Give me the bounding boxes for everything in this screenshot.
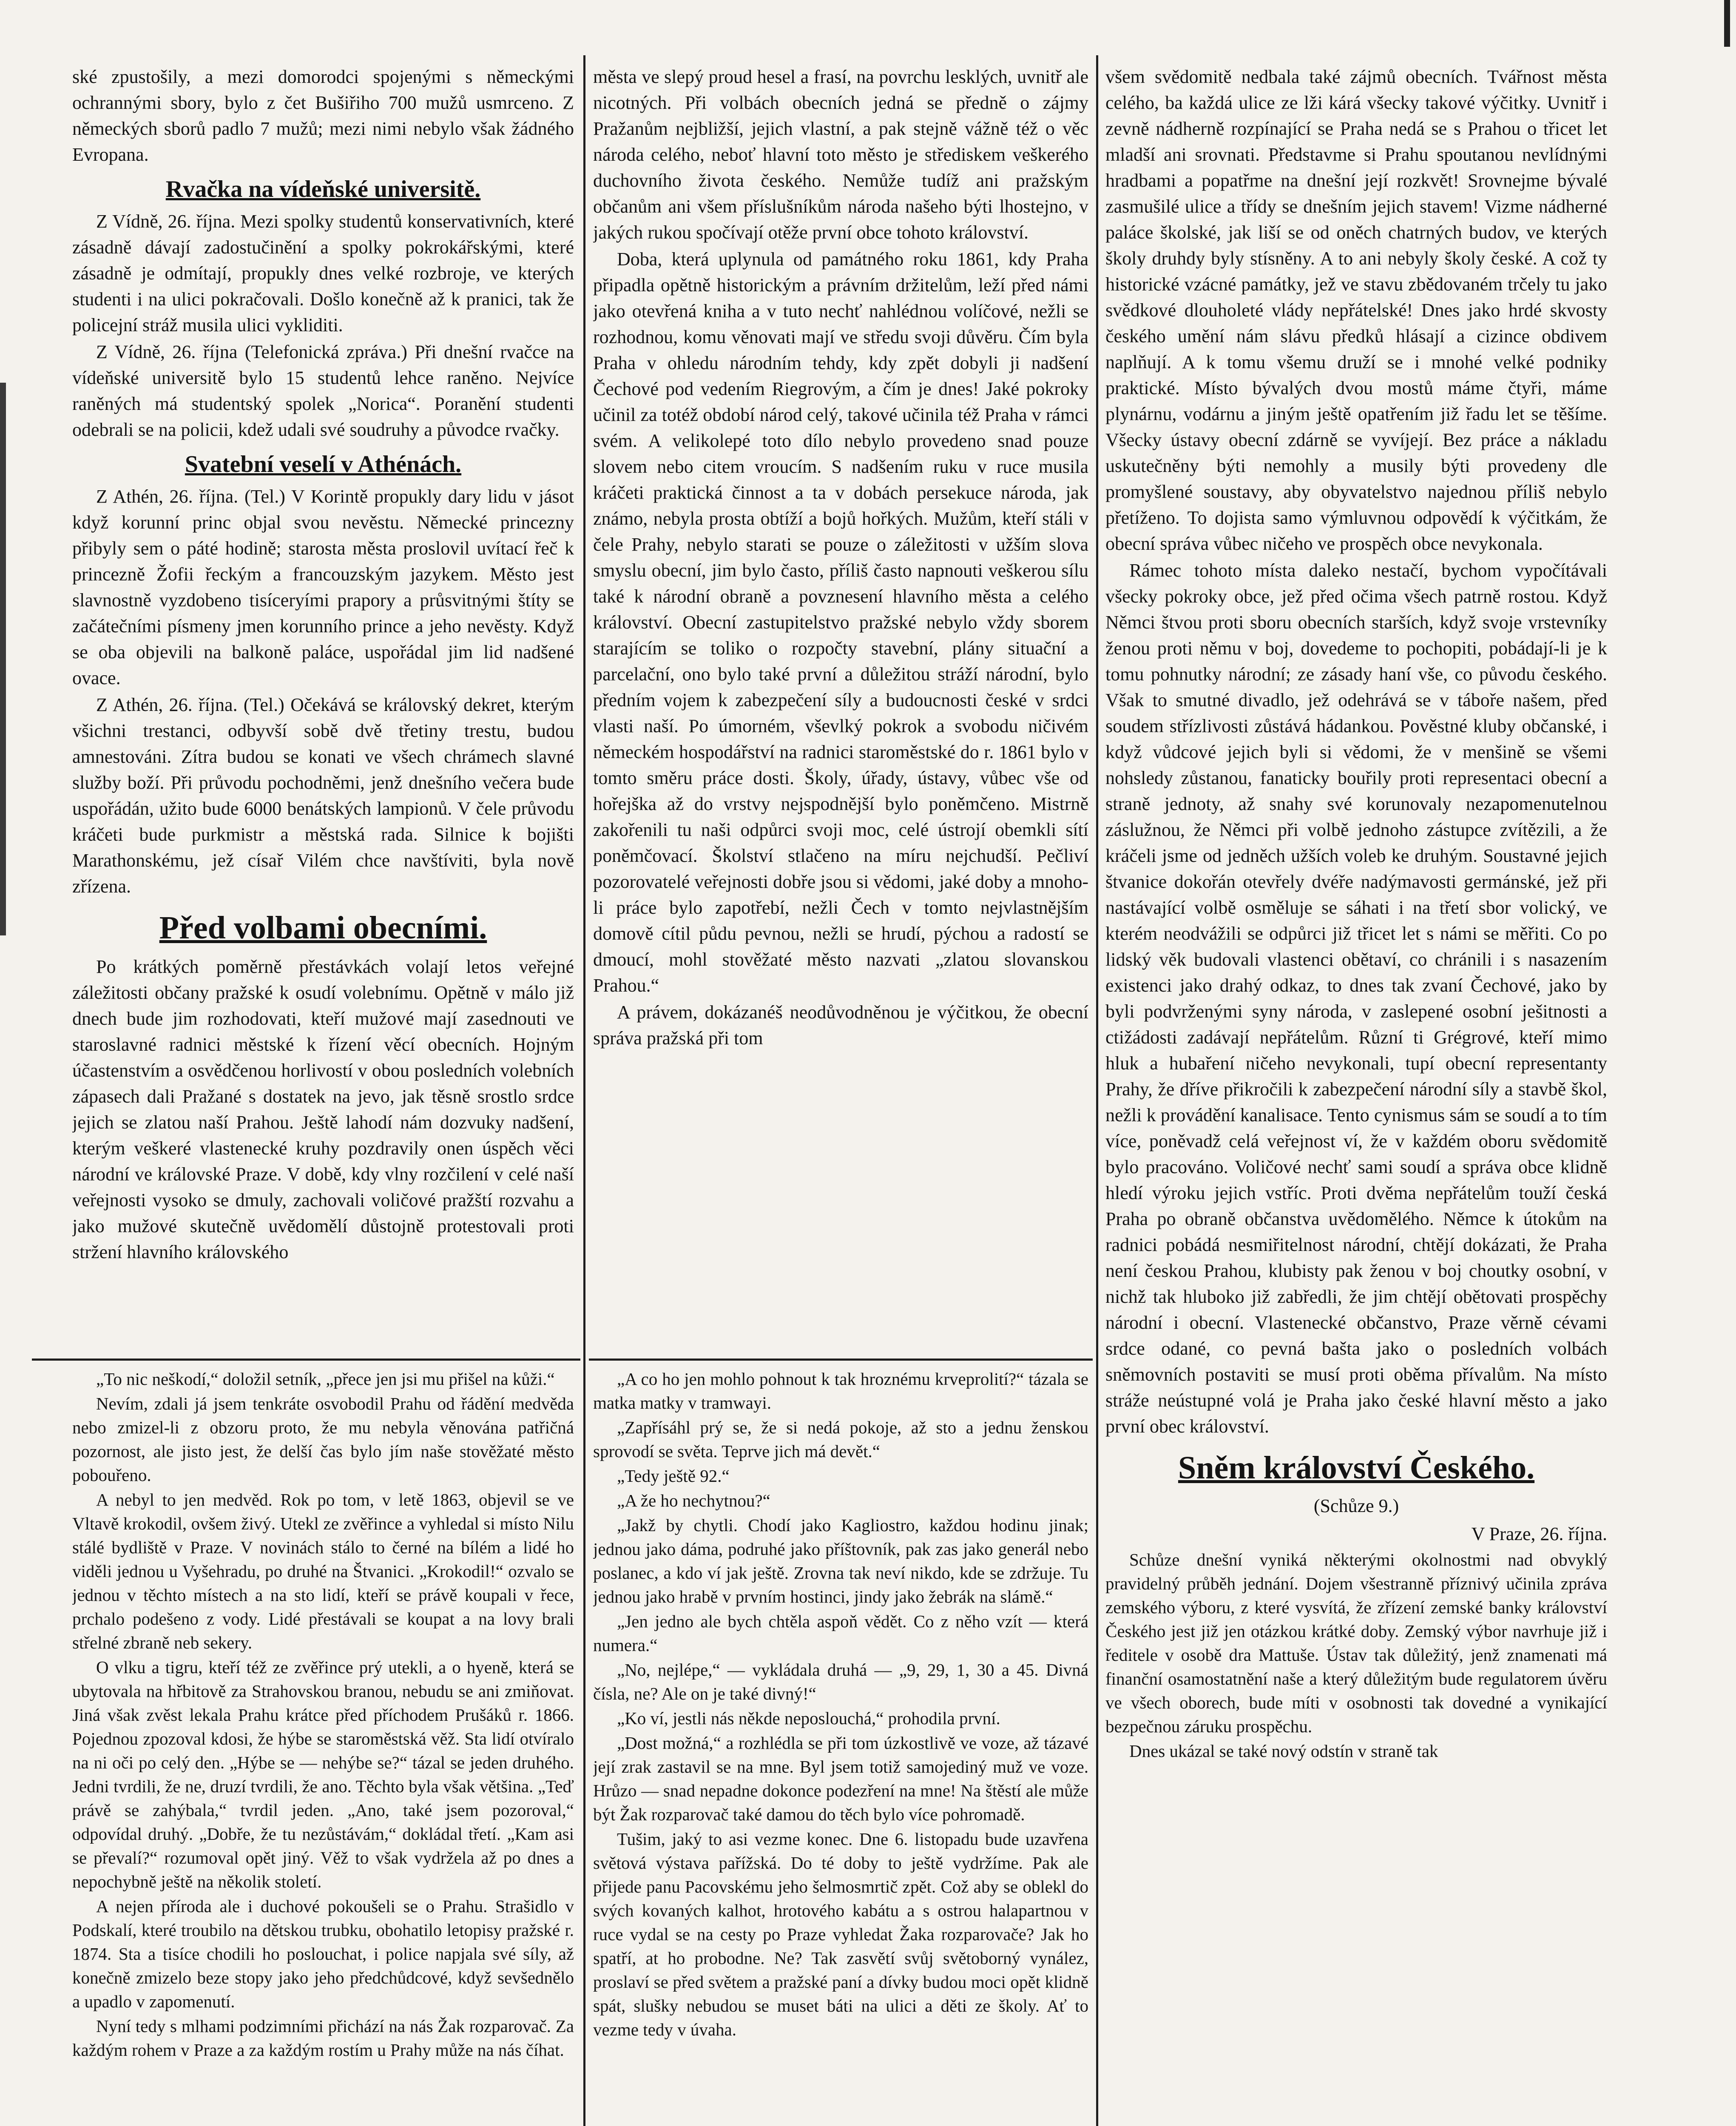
article-paragraph: Z Vídně, 26. října (Telefonická zpráva.) Při dnešní rvačce na vídeňské universitě bylo 15 studentů lehce raněno. Nejvíce raněných má studentský spolek „Norica“. Poranění studenti odebrali se na policii, kdež udali své soudruhy a původce rvačky. <box>72 341 574 440</box>
headline-elections: Před volbami obecními. <box>159 910 487 946</box>
column-3-editorial <box>1105 64 1607 2126</box>
column-2-editorial <box>593 64 1088 1354</box>
feuilleton-paragraph: „Ko ví, jestli nás někde neposlouchá,“ prohodila první. <box>617 1708 1000 1728</box>
scan-corner-mark <box>1724 0 1730 47</box>
headline-bohemian-diet: Sněm království Českého. <box>1178 1450 1535 1486</box>
feuilleton-paragraph: „A co ho jen mohlo pohnout k tak hroznému krveprolití?“ tázala se matka matky v tramwayi. <box>593 1369 1088 1413</box>
feuilleton-rule-left <box>32 1359 580 1361</box>
dateline: V Praze, 26. října. <box>1471 1523 1607 1544</box>
headline-vienna-riot: Rvačka na vídeňské universitě. <box>165 176 481 202</box>
column-1-news <box>72 64 574 1354</box>
article-paragraph: Po krátkých poměrně přestávkách volají letos veřejné záležitosti občany pražské k osudí volebnímu. Opětně v málo již dnech bude jim rozhodovati, kteří mužové mají zasednouti ve staroslavné radnici městské k řízení věcí obecních. Hojným účastenstvím a osvědčenou horlivostí v obou posledních volebních zápasech dali Pražané s dostatek na jevo, jak těsně srostlo srdce jejich se zlatou naší Prahou. Ještě lahodí nám dozvuky nadšení, kterým veškeré vlastenecké kruhy pozdravily onen úspěch věci národní ve královské Praze. V době, kdy vlny rozčilení v celé naší veřejnosti vysoko se dmuly, zachovali voličové pražští rozvahu a jako mužové skutečně uvědomělí důstojně protestovali proti stržení hlavního královského <box>72 956 574 1262</box>
article-paragraph: Z Vídně, 26. října. Mezi spolky studentů konservativních, které zásadně dávají zadostučinění a spolky pokrokářskými, které zásadně je odmítají, propukly dnes velké rozbroje, ve kterých studenti i na ulici pokračovali. Došlo konečně až k pranici, tak že policejní stráž musila ulici vykliditi. <box>72 211 574 335</box>
feuilleton-left <box>72 1367 574 2126</box>
feuilleton-middle <box>593 1367 1088 2126</box>
feuilleton-paragraph: „Jakž by chytli. Chodí jako Kagliostro, každou hodinu jinak; jednou jako dáma, podruhé jako příštovník, pak zas jako generál nebo poslanec, a kdo ví jak ještě. Zrovna tak neví nikdo, kde se zdržuje. Tu jednou jako hrabě v prvním hostinci, jindy jako žebrák na slámě.“ <box>593 1515 1088 1606</box>
feuilleton-paragraph: „No, nejlépe,“ — vykládala druhá — „9, 29, 1, 30 a 45. Divná čísla, ne? Ale on je také divný!“ <box>593 1660 1088 1703</box>
session-number: (Schůze 9.) <box>1313 1495 1399 1516</box>
article-paragraph: Dnes ukázal se také nový odstín v straně tak <box>1129 1741 1438 1761</box>
feuilleton-paragraph: Nevím, zdali já jsem tenkráte osvobodil Prahu od řádění medvěda nebo zmizel-li z obzoru proto, že mu nebyla věnována patřičná pozornost, ale jisto jest, že delší čas bylo jím naše stověžaté město pobouřeno. <box>72 1394 574 1485</box>
article-paragraph: Rámec tohoto místa daleko nestačí, bychom vypočítávali všecky pokroky obce, jež před očima všech patrně rostou. Když Němci štvou proti sboru obecních starších, když svoje vrstevníky ženou proti němu v boj, dovedeme to pochopiti, pobádají-li je k tomu pohnutky národní; ze zásady haní vše, co původu českého. Však to smutné divadlo, jež odehrává se v táboře našem, před soudem střízlivosti zůstává hádankou. Pověstné kluby občanské, i když vůdcové jejich byli si vědomi, že v menšině se všemi nohsledy zůstanou, fanaticky bouřily proti representaci obecní a straně jednoty, až snahy své korunovaly nezapomenutelnou záslužnou, že Němci při volbě jednoho zástupce zvítězili, a že kráčeli jsme od jedněch užších voleb ke druhým. Soustavné jejich štvanice dokořán otevřely dvéře nadýmavosti germánské, jež při nastávající volbě osměluje se sáhati i na třetí sbor volický, ve kterém neodvážili se odpůrci již třicet let s námi se měřiti. Co po lidský věk budovali vlastenci obětaví, co chránili i s nasazením existenci jako drahý odkaz, to dnes tak zvaní Čechové, jako by byli podvrženými syny národa, v zaslepené osobní ješitnosti a ctižádosti zadávají nepřátelům. Různí ti Grégrové, kteří mimo hluk a hubaření ničeho nevykonali, tupí obecní representanty Prahy, že dříve přikročili k zabezpečení národní síly a stavbě škol, nežli k provádění kanalisace. Tento cynismus sám se soudí a to tím více, poněvadž celá veřejnost ví, že v každém oboru svědomitě bylo pracováno. Voličové nechť sami soudí a správa obce klidně hledí výroku jejich vstříc. Proti dvěma nepřátelům touží česká Praha po obraně občanstva uvědomělého. Němce k útokům na radnici pobádá nesmiřitelnost národní, chtějí dokázati, že Praha není českou Prahou, klubisty pak ženou v boj choutky osobní, v nichž tak hluboko již zabředli, že jim chtějí obětovati prospěchy národní i obecní. Vlastenecké občanstvo, Praze věrně cévami srdce odané, co pevná bašta jako o posledních volbách sněmovních postaviti se musí proti oběma přívalům. Na místo stráže neústupné volá je Praha jako české hlavní město a jako první obec království. <box>1105 560 1607 1437</box>
feuilleton-paragraph: A nejen příroda ale i duchové pokoušeli se o Prahu. Strašidlo v Podskalí, které troubilo na dětskou trubku, obohatilo letopisy pražské r. 1874. Sta a tisíce chodili ho poslouchat, i police napjala své síly, až konečně zmizelo beze stopy jako jeho předchůdcové, když sevšednělo a upadlo v zapomenutí. <box>72 1896 574 2011</box>
feuilleton-paragraph: „A že ho nechytnou?“ <box>617 1491 770 1510</box>
feuilleton-paragraph: Nyní tedy s mlhami podzimními přichází na nás Žak rozparovač. Za každým rohem v Praze a za každým rostím u Prahy může na nás číhat. <box>72 2016 574 2060</box>
column-rule-left <box>583 55 585 2126</box>
article-paragraph: Schůze dnešní vyniká některými okolnostmi nad obvyklý pravidelný průběh jednání. Dojem všestranně příznivý učinila zpráva zemského výboru, z které vysvítá, že zřízení zemské banky království Českého jest již jen otázkou krátké doby. Zemský výbor navrhuje již i ředitele v osobě dra Mattuše. Ústav tak důležitý, jenž znamenati má finanční osamostatnění naše a který důležitým bude regulatorem úvěru ve všech oborech, bude míti v osobnosti tak dovedné a vynikající bezpečnou záruku prospěchu. <box>1105 1550 1607 1736</box>
article-paragraph: Doba, která uplynula od památného roku 1861, kdy Praha připadla opětně historickým a právním držitelům, leží před námi jako otevřená kniha a v tuto nechť nahlédnou volíčové, nežli se rozhodnou, komu věnovati mají ve středu svoji důvěru. Čím byla Praha v ohledu národním tehdy, kdy zpět dobyli ji nadšení Čechové pod vedením Riegrovým, a čím je dnes! Jaké pokroky učinil za totéž období národ celý, takové učinila též Praha v rámci svém. A velikolepé toto dílo nebylo provedeno snad pouze slovem nebo citem vroucím. S nadšením ruku v ruce musila kráčeti praktická činnost a ta v dobách persekuce národa, jak známo, nebyla prosta obtíží a bojů hořkých. Mužům, kteří stáli v čele Prahy, nebylo starati se pouze o záležitosti v užším slova smyslu obecní, jim bylo často, příliš často napnouti veškerou sílu také k národní obraně a povznesení hlavního města a celého království. Obecní zastupitelstvo pražské nebylo vždy sborem starajícím se toliko o rozpočty stavební, plány situační a parcelační, ono bylo také první a důležitou stráží národní, bylo předním vojem k zabezpečení síly a budoucnosti české v srdci vlasti naší. Po úmorném, vševlký pokrok a svobodu ničivém německém hospodářství na radnici staroměstské do r. 1861 bylo v tomto směru práce dosti. Školy, úřady, ústavy, vůbec vše od hořejška až do vrstvy nejspodnější bylo poněmčeno. Mistrně zakořenili tu naši odpůrci svoji moc, celé ústrojí obemkli sítí poněmčovací. Školství stlačeno na míru nejchudší. Pečliví pozorovatelé veřejnosti dobře jsou si vědomi, jaké doby a mnoho-li práce bylo zapotřebí, nežli Čech v tomto nejvlastnějším domově cítil půdu pevnou, nežli se hrudí, pýchou a radostí se dmoucí, mohl stověžaté město nazvati „zlatou slovanskou Prahou.“ <box>593 249 1088 996</box>
article-paragraph: A právem, dokázanéš neodůvodněnou je výčitkou, že obecní správa pražská při tom <box>593 1002 1088 1049</box>
article-paragraph: města ve slepý proud hesel a frasí, na povrchu lesklých, uvnitř ale nicotných. Při volbách obecních jedná se předně o zájmy Pražanům nejbližší, jejich vlastní, a pak stejně vážně též o věc národa celého, neboť hlavní toto město je střediskem veškerého duchovního života českého. Nemůže tudíž ani pražským občanům ani všem příslušníkům národa našeho býti lhostejno, v jakých rukou spočívají otěže první obce tohoto království. <box>593 66 1088 243</box>
feuilleton-paragraph: Tušim, jaký to asi vezme konec. Dne 6. listopadu bude uzavřena světová výstava pařížská. Do té doby to ještě vydržíme. Pak ale přijede panu Pacovskému jeho šelmosmrtič zpět. Což aby se oblekl do svých kovaných kalhot, hrotového kabátu a s ostrou halapartnou v ruce vydal se na cesty po Praze vyhledat Žaka rozparovače? Jak ho spatří, at ho probodne. Ne? Tak zasvětí svůj světoborný vynález, proslaví se před světem a pražské paní a dívky budou moci opět klidně spát, slušky nebudou se muset báti na ulici a děti ze školy. Ať to vezme tedy v úvaha. <box>593 1829 1088 2039</box>
feuilleton-paragraph: „Tedy ještě 92.“ <box>617 1466 730 1486</box>
feuilleton-paragraph: „Jen jedno ale bych chtěla aspoň vědět. Co z něho vzít — která numera.“ <box>593 1612 1088 1655</box>
feuilleton-paragraph: O vlku a tigru, kteří též ze zvěřince prý utekli, a o hyeně, která se ubytovala na hřbitově za Strahovskou branou, nebudu se ani zmiňovat. Jiná však zvěst lekala Prahu krátce před příchodem Prušáků r. 1866. Pojednou zpozoval kdosi, že hýbe se staroměstská věž. Sta lidí otvíralo na ni oči po celý den. „Hýbe se — nehýbe se?“ tázal se jeden druhého. Jedni tvrdili, že ne, druzí tvrdili, že ano. Těchto byla však většina. „Teď právě se zahýbala,“ tvrdil jeden. „Ano, také jsem pozoroval,“ odpovídal druhý. „Dobře, že tu nezůstávám,“ dokládal třetí. „Kam asi se převalí?“ rozumoval opět jiný. Věž to však vydržela až po dnes a nepochybně ještě na několik století. <box>72 1657 574 1891</box>
column-rule-right <box>1096 55 1098 2126</box>
feuilleton-paragraph: A nebyl to jen medvěd. Rok po tom, v letě 1863, objevil se ve Vltavě krokodil, ovšem živý. Utekl ze zvěřince a vyhledal si místo Nilu stálé bydliště v Praze. V novinách stálo to černé na bílém a lidé ho viděli jednou u Vyšehradu, po druhé na Štvanici. „Krokodil!“ ozvalo se jednou v těchto místech a na sto lidí, kteří se právě koupali v řece, prchalo podešeno z vody. Lidé přestávali se koupat a na lovy brali střelné zbraně neb sekery. <box>72 1490 574 1652</box>
headline-athens-wedding: Svatební veselí v Athénách. <box>185 451 462 477</box>
news-intro: ské zpustošily, a mezi domorodci spojenými s německými ochrannými sbory, bylo z čet Bušiřiho 700 mužů usmrceno. Z německých sborů padlo 7 mužů; mezi nimi nebylo však žádného Evropana. <box>72 66 574 165</box>
feuilleton-paragraph: „Dost možná,“ a rozhlédla se při tom úzkostlivě ve voze, až tázavé její zrak zastavil se na mne. Byl jsem totiž samojediný muž ve voze. Hrůzo — snad nepadne dokonce podezření na mne! Na štěstí ale může být Žak rozparovač také damou do těch bylo více pohromadě. <box>593 1733 1088 1824</box>
feuilleton-rule-mid <box>589 1359 1093 1361</box>
article-paragraph: Z Athén, 26. října. (Tel.) Očekává se královský dekret, kterým všichni trestanci, odbyvší sobě dvě třetiny trestu, budou amnestováni. Zítra budou se konati ve všech chrámech slavné služby boží. Při průvodu pochodněmi, jenž dnešního večera bude uspořádán, užito bude 6000 benátských lampionů. V čele průvodu kráčeti bude purkmistr a městská rada. Silnice k bojišti Marathonskému, jež císař Vilém chce navštíviti, byla nově zřízena. <box>72 694 574 897</box>
feuilleton-paragraph: „Zapřísáhl prý se, že si nedá pokoje, až sto a jednu ženskou sprovodí se světa. Teprve jich má devět.“ <box>593 1418 1088 1461</box>
scan-edge-mark <box>0 383 17 935</box>
article-paragraph: všem svědomitě nedbala také zájmů obecních. Tvářnost města celého, ba každá ulice ze lži kárá všecky takové výčitky. Uvnitř i zevně nádherně rozpínající se Praha nedá se s Prahou o třicet let mladší ani srovnati. Představme si Prahu spoutanou nevlídnými hradbami a popatřme na dnešní její rozkvět! Srovnejme bývalé zasmušilé ulice a třídy se dnešním jejich stavem! Vizme nádherné paláce školské, jak liší se od oněch chatrných budov, ve kterých školy druhdy byly stísněny. A to ani nebyly školy české. A což ty historické vzácné památky, jež ve stavu zbědovaném trčely tu jako svědkové dlouholeté vlády nepřátelské! Dnes jako hrdé skvosty českého umění nám slávu předků hlásají a cizince obdivem naplňují. A k tomu všemu druží se i mnohé velké podniky praktické. Místo bývalých dvou mostů máme čtyři, máme plynárnu, vodárnu a jiným ještě opatřením již řadu let se těšíme. Všecky ústavy obecní zdárně se vyvíjejí. Bez práce a nákladu uskutečněny býti nemohly a musily býti provedeny dle promyšlené soustavy, aby obyvatelstvo najednou příliš nebylo přetíženo. To dojista samo výmluvnou odpovědí k výčitkám, že obecní správa vůbec ničeho ve prospěch obce nevykonala. <box>1105 66 1607 554</box>
feuilleton-paragraph: „To nic neškodí,“ doložil setník, „přece jen jsi mu přišel na kůži.“ <box>96 1369 555 1389</box>
article-paragraph: Z Athén, 26. října. (Tel.) V Korintě propukly dary lidu v jásot když korunní princ objal svou nevěstu. Německé princezny přibyly sem o páté hodině; starosta města proslovil uvítací řeč k princezně Žofii řeckým a francouzským jazykem. Město jest slavnostně vyzdobeno tisíceryími prapory a průsvitnými štíty se začátečními písmeny jmen korunního prince a jeho nevěsty. Když se oba objevili na balkoně paláce, uspořádal jim lid nadšené ovace. <box>72 486 574 688</box>
